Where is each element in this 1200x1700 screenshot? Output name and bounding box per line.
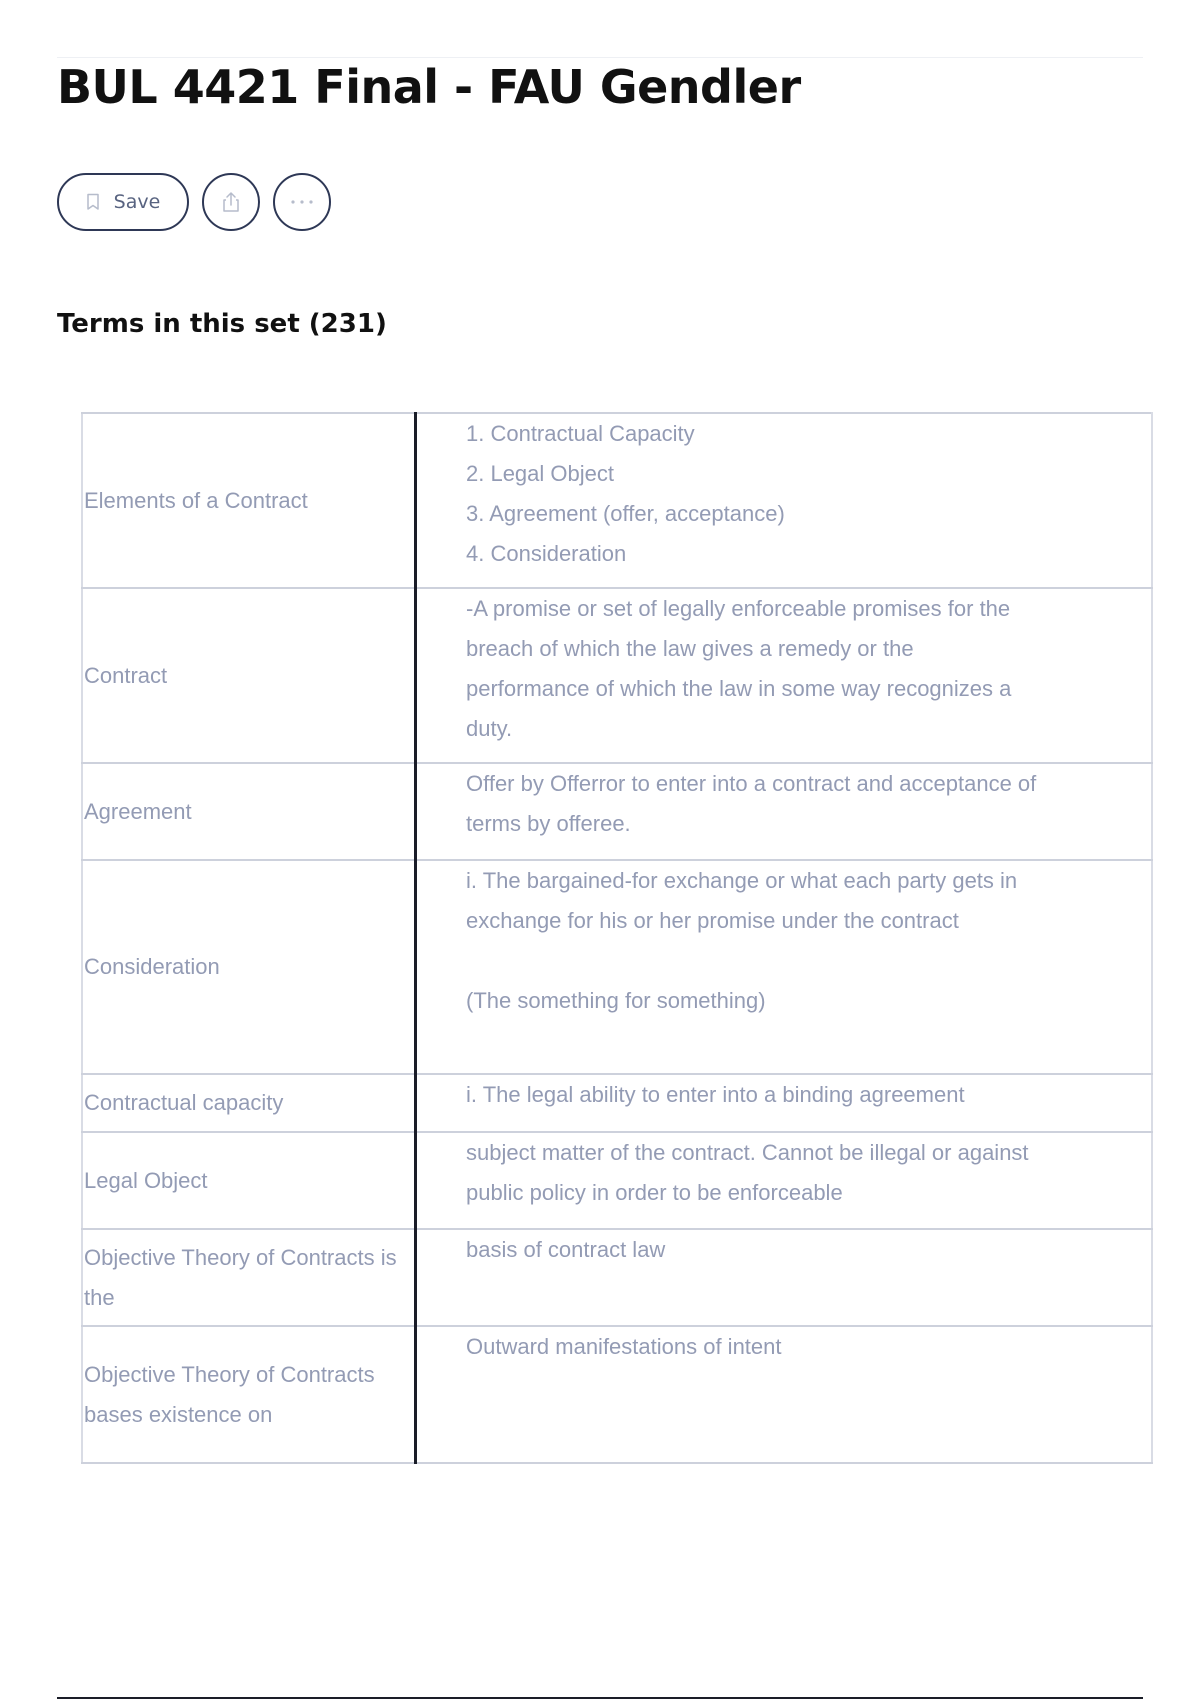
term-text: Contract <box>82 588 416 763</box>
definition-text: 1. Contractual Capacity 2. Legal Object 3. Agreement (offer, acceptance) 4. Consideration <box>416 413 1153 588</box>
definition-text: basis of contract law <box>416 1229 1153 1326</box>
table-row <box>82 1229 1152 1326</box>
save-button[interactable] <box>57 173 189 231</box>
definition-text: Outward manifestations of intent <box>416 1326 1153 1463</box>
definition-text: subject matter of the contract. Cannot be illegal or against public policy in order to be enforceable <box>416 1132 1153 1229</box>
definition-text: -A promise or set of legally enforceable promises for the breach of which the law gives a remedy or the performance of which the law in some way recognizes a duty. <box>416 588 1153 763</box>
more-options-button[interactable] <box>273 173 331 231</box>
table-row <box>82 1132 1152 1229</box>
terms-count-heading: Terms in this set (231) <box>57 309 387 339</box>
table-row <box>82 1074 1152 1132</box>
table-row <box>82 413 1152 588</box>
top-divider <box>57 57 1143 58</box>
share-button[interactable] <box>202 173 260 231</box>
terms-table <box>81 412 1153 1464</box>
table-row <box>82 1326 1152 1463</box>
definition-text: i. The bargained-for exchange or what each party gets in exchange for his or her promise under the contract (The something for something) <box>416 860 1153 1074</box>
more-options-icon <box>290 199 314 205</box>
save-button-label: Save <box>113 191 161 213</box>
definition-text: Offer by Offerror to enter into a contract and acceptance of terms by offeree. <box>416 763 1153 860</box>
term-text: Objective Theory of Contracts bases existence on <box>82 1326 416 1463</box>
term-text: Objective Theory of Contracts is the <box>82 1229 416 1326</box>
bottom-divider <box>57 1697 1143 1699</box>
term-text: Contractual capacity <box>82 1074 416 1132</box>
term-text: Agreement <box>82 763 416 860</box>
term-text: Legal Object <box>82 1132 416 1229</box>
table-row <box>82 763 1152 860</box>
share-icon <box>220 190 242 214</box>
definition-text: i. The legal ability to enter into a binding agreement <box>416 1074 1153 1132</box>
bookmark-icon <box>86 193 100 211</box>
table-row <box>82 588 1152 763</box>
table-row <box>82 860 1152 1074</box>
page-title: BUL 4421 Final - FAU Gendler <box>57 60 801 114</box>
term-text: Consideration <box>82 860 416 1074</box>
set-actions-toolbar <box>57 173 331 231</box>
term-text: Elements of a Contract <box>82 413 416 588</box>
